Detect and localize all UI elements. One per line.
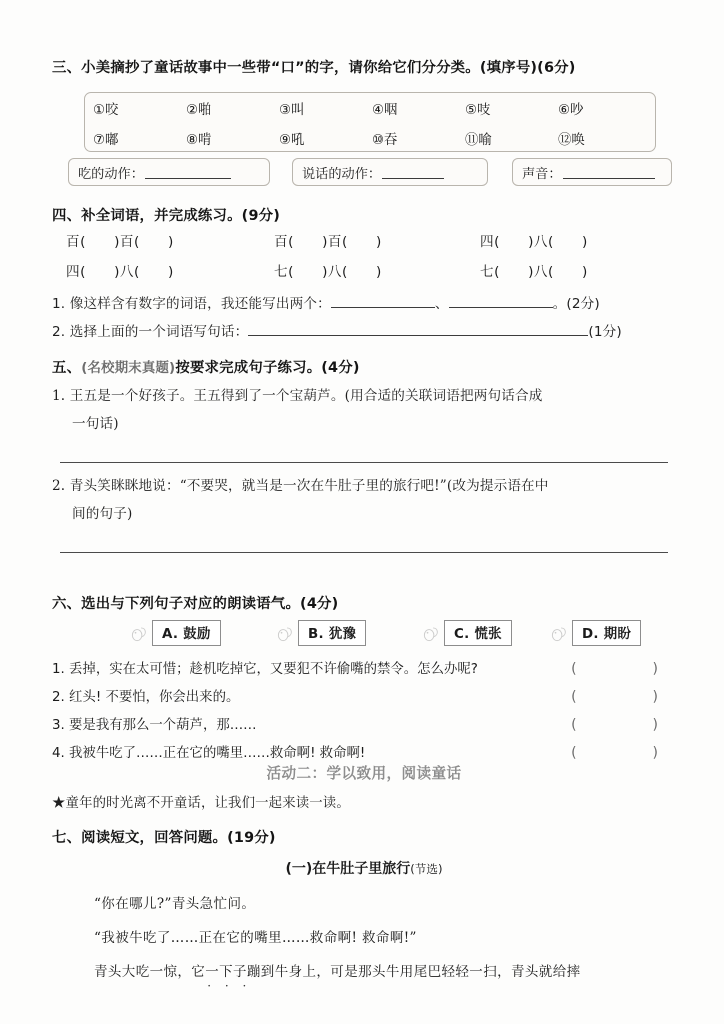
section-5-item-1-line-2: 一句话) — [72, 416, 119, 432]
character-cell: ⑤吱 — [465, 102, 491, 118]
section-5-source-tag: (名校期末真题) — [81, 361, 176, 376]
section-4-sub-question-2 — [52, 320, 622, 340]
option-b[interactable] — [276, 620, 366, 646]
section-5-item-1-line-1: 1. 王五是一个好孩子。王五得到了一个宝葫芦。(用合适的关联词语把两句话合成 — [52, 388, 543, 404]
category-label: 吃的动作： — [78, 166, 144, 182]
option-d[interactable] — [550, 620, 641, 646]
section-6-heading: 六、选出与下列句子对应的朗读语气。(4分) — [52, 596, 339, 612]
option-d-label: D. 期盼 — [572, 620, 641, 646]
paragraph-part-a: 青头大吃一惊，它 — [94, 964, 206, 980]
character-cell: ⑩吞 — [372, 132, 398, 148]
passage-title — [52, 858, 676, 878]
emphasized-phrase: 一下子 · · · — [205, 964, 247, 980]
answer-line[interactable] — [60, 462, 668, 463]
section-6-question — [52, 658, 676, 686]
section-4-sub-question-1 — [52, 292, 600, 312]
answer-parentheses[interactable]: ( ) — [571, 661, 674, 677]
category-box-sound[interactable] — [512, 158, 672, 186]
passage-paragraph: “我被牛吃了……正在它的嘴里……救命啊! 救命啊!” — [94, 930, 417, 946]
character-cell: ⑦嘟 — [93, 132, 119, 148]
character-cell: ①咬 — [93, 102, 119, 118]
passage-title-note: (节选) — [410, 862, 443, 876]
option-c-label: C. 慌张 — [444, 620, 512, 646]
character-cell: ④咽 — [372, 102, 398, 118]
section-4-heading: 四、补全词语，并完成练习。(9分) — [52, 208, 281, 224]
section-3-heading: 三、小美摘抄了童话故事中一些带“口”的字，请你给它们分分类。(填序号)(6分) — [52, 60, 576, 76]
section-6-question — [52, 714, 676, 742]
passage-title-text: (一)在牛肚子里旅行 — [285, 861, 411, 877]
character-bank-row-1 — [85, 93, 655, 123]
character-cell: ②啪 — [186, 102, 212, 118]
answer-blank[interactable] — [145, 165, 231, 179]
question-text: 3. 要是我有那么一个葫芦，那…… — [52, 718, 257, 733]
option-b-label: B. 犹豫 — [298, 620, 366, 646]
answer-line[interactable] — [60, 552, 668, 553]
character-cell: ⑨吼 — [279, 132, 305, 148]
section-5-item-2-line-1: 2. 青头笑眯眯地说：“不要哭，就当是一次在牛肚子里的旅行吧!”(改为提示语在中 — [52, 478, 549, 494]
section-5-number: 五、 — [52, 360, 82, 376]
squirrel-decoration-icon — [422, 624, 441, 643]
answer-parentheses[interactable]: ( ) — [571, 745, 674, 761]
answer-blank[interactable] — [382, 165, 444, 179]
section-4-word-grid — [52, 230, 676, 290]
activity-banner: 活动二：学以致用，阅读童话 — [266, 765, 462, 782]
section-5-heading — [52, 356, 360, 377]
character-cell: ⑥吵 — [558, 102, 584, 118]
squirrel-decoration-icon — [550, 624, 569, 643]
question-text: 1. 丢掉，实在太可惜；趁机吃掉它，又要犯不许偷嘴的禁令。怎么办呢? — [52, 662, 478, 677]
section-6-question — [52, 686, 676, 714]
option-a-label: A. 鼓励 — [152, 620, 221, 646]
squirrel-decoration-icon — [130, 624, 149, 643]
paragraph-part-b: 蹦到牛身上，可是那头牛用尾巴轻轻一扫，青头就给摔 — [246, 964, 581, 980]
section-6-option-row — [52, 620, 676, 650]
sub-question-2-score: (1分) — [588, 324, 622, 340]
sub-question-1-score: 。(2分) — [552, 296, 600, 312]
answer-blank[interactable] — [563, 165, 655, 179]
character-cell: ⑫唤 — [558, 132, 585, 148]
category-label: 说话的动作： — [302, 166, 382, 182]
question-text: 4. 我被牛吃了……正在它的嘴里……救命啊! 救命啊! — [52, 746, 366, 761]
answer-blank[interactable] — [449, 295, 553, 308]
word-row-2 — [52, 260, 676, 290]
word-pattern[interactable]: 七( )八( ) — [274, 264, 382, 280]
category-label: 声音： — [522, 166, 562, 182]
category-box-row — [60, 158, 672, 186]
section-7-heading: 七、阅读短文，回答问题。(19分) — [52, 830, 276, 846]
worksheet-content — [52, 0, 676, 1024]
option-c[interactable] — [422, 620, 512, 646]
option-a[interactable] — [130, 620, 221, 646]
answer-parentheses[interactable]: ( ) — [571, 689, 674, 705]
character-cell: ③叫 — [279, 102, 305, 118]
activity-note: ★童年的时光离不开童话，让我们一起来读一读。 — [52, 796, 350, 811]
question-text: 2. 红头! 不要怕，你会出来的。 — [52, 690, 240, 705]
character-bank-row-2 — [85, 123, 655, 153]
word-pattern[interactable]: 四( )八( ) — [66, 264, 174, 280]
word-pattern[interactable]: 百( )百( ) — [274, 234, 382, 250]
section-6-question-list — [52, 658, 676, 770]
category-box-eating[interactable] — [68, 158, 270, 186]
blank-separator: 、 — [434, 296, 449, 312]
character-bank-box — [84, 92, 656, 152]
answer-blank[interactable] — [248, 323, 588, 336]
answer-blank[interactable] — [331, 295, 435, 308]
sub-question-2-text: 2. 选择上面的一个词语写句话： — [52, 324, 249, 340]
word-row-1 — [52, 230, 676, 260]
word-pattern[interactable]: 七( )八( ) — [480, 264, 588, 280]
word-pattern[interactable]: 四( )八( ) — [480, 234, 588, 250]
passage-paragraph — [94, 960, 581, 980]
word-pattern[interactable]: 百( )百( ) — [66, 234, 174, 250]
section-5-item-2-line-2: 间的句子) — [72, 506, 133, 522]
squirrel-decoration-icon — [276, 624, 295, 643]
category-box-speaking[interactable] — [292, 158, 488, 186]
answer-parentheses[interactable]: ( ) — [571, 717, 674, 733]
character-cell: ⑪喻 — [465, 132, 492, 148]
section-5-title: 按要求完成句子练习。(4分) — [175, 360, 360, 376]
character-cell: ⑧啃 — [186, 132, 212, 148]
passage-paragraph: “你在哪儿?”青头急忙问。 — [94, 896, 256, 912]
sub-question-1-text: 1. 像这样含有数字的词语，我还能写出两个： — [52, 296, 331, 312]
